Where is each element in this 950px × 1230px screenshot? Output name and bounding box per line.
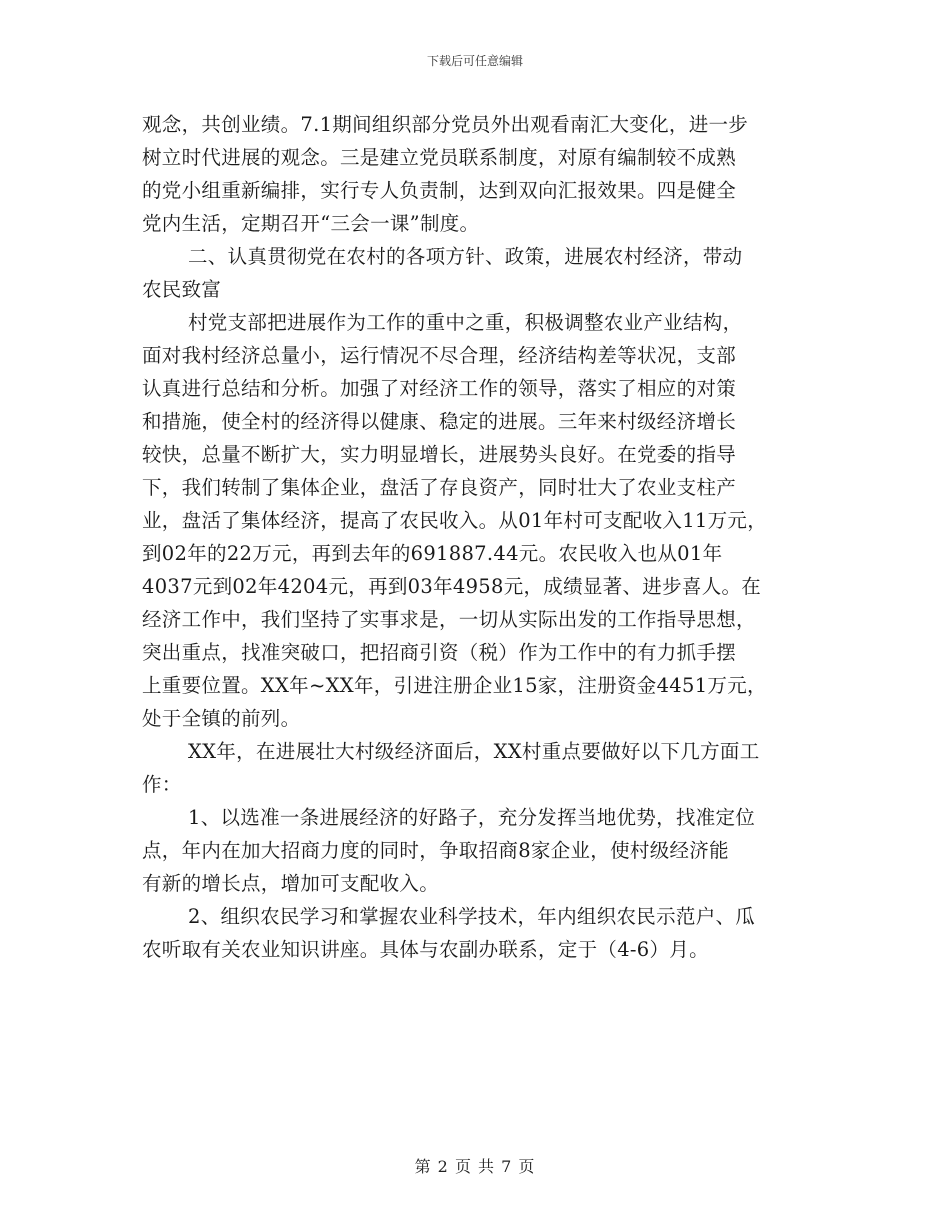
- text-line: 二、认真贯彻党在农村的各项方针、政策，进展农村经济，带动: [188, 245, 743, 268]
- text-line: 面对我村经济总量小，运行情况不尽合理，经济结构差等状况，支部: [142, 344, 737, 367]
- text-line: 观念，共创业绩。7.1期间组织部分党员外出观看南汇大变化，进一步: [142, 113, 749, 136]
- text-line: 有新的增长点，增加可支配收入。: [142, 872, 440, 895]
- text-line: 经济工作中，我们坚持了实事求是，一切从实际出发的工作指导思想，: [142, 608, 756, 631]
- text-line: 认真进行总结和分析。加强了对经济工作的领导，落实了相应的对策: [142, 377, 737, 400]
- text-line: 的党小组重新编排，实行专人负责制，达到双向汇报效果。四是健全: [142, 179, 737, 202]
- text-line: 树立时代进展的观念。三是建立党员联系制度，对原有编制较不成熟: [142, 146, 737, 169]
- text-line: 下，我们转制了集体企业，盘活了存良资产，同时壮大了农业支柱产: [142, 476, 737, 499]
- text-line: 业，盘活了集体经济，提高了农民收入。从01年村可支配收入11万元，: [142, 509, 768, 532]
- text-line: 上重要位置。XX年~XX年，引进注册企业15家，注册资金4451万元，: [142, 674, 767, 697]
- text-line: 点，年内在加大招商力度的同时，争取招商8家企业，使村级经济能: [142, 839, 729, 862]
- page-header: 下载后可任意编辑: [426, 54, 523, 68]
- text-line: 突出重点，找准突破口，把招商引资（税）作为工作中的有力抓手摆: [142, 641, 737, 664]
- text-line: 处于全镇的前列。: [142, 707, 301, 730]
- text-line: 作：: [142, 773, 182, 796]
- text-line: 农听取有关农业知识讲座。具体与农副办联系，定于（4-6）月。: [142, 938, 709, 961]
- text-line: 和措施，使全村的经济得以健康、稳定的进展。三年来村级经济增长: [142, 410, 737, 433]
- page-footer: 第 2 页 共 7 页: [414, 1157, 536, 1176]
- text-line: 党内生活，定期召开“三会一课”制度。: [142, 212, 480, 235]
- text-line: 村党支部把进展作为工作的重中之重，积极调整农业产业结构，: [188, 311, 743, 334]
- text-line: XX年，在进展壮大村级经济面后，XX村重点要做好以下几方面工: [188, 740, 760, 763]
- text-line: 农民致富: [142, 278, 222, 301]
- text-line: 2、组织农民学习和掌握农业科学技术，年内组织农民示范户、瓜: [188, 905, 756, 928]
- text-line: 1、以选准一条进展经济的好路子，充分发挥当地优势，找准定位: [188, 806, 756, 829]
- document-body: [142, 108, 822, 966]
- text-line: 较快，总量不断扩大，实力明显增长，进展势头良好。在党委的指导: [142, 443, 737, 466]
- text-line: 到02年的22万元，再到去年的691887.44元。农民收入也从01年: [142, 542, 723, 565]
- text-line: 4037元到02年4204元，再到03年4958元，成绩显著、进步喜人。在: [142, 575, 762, 598]
